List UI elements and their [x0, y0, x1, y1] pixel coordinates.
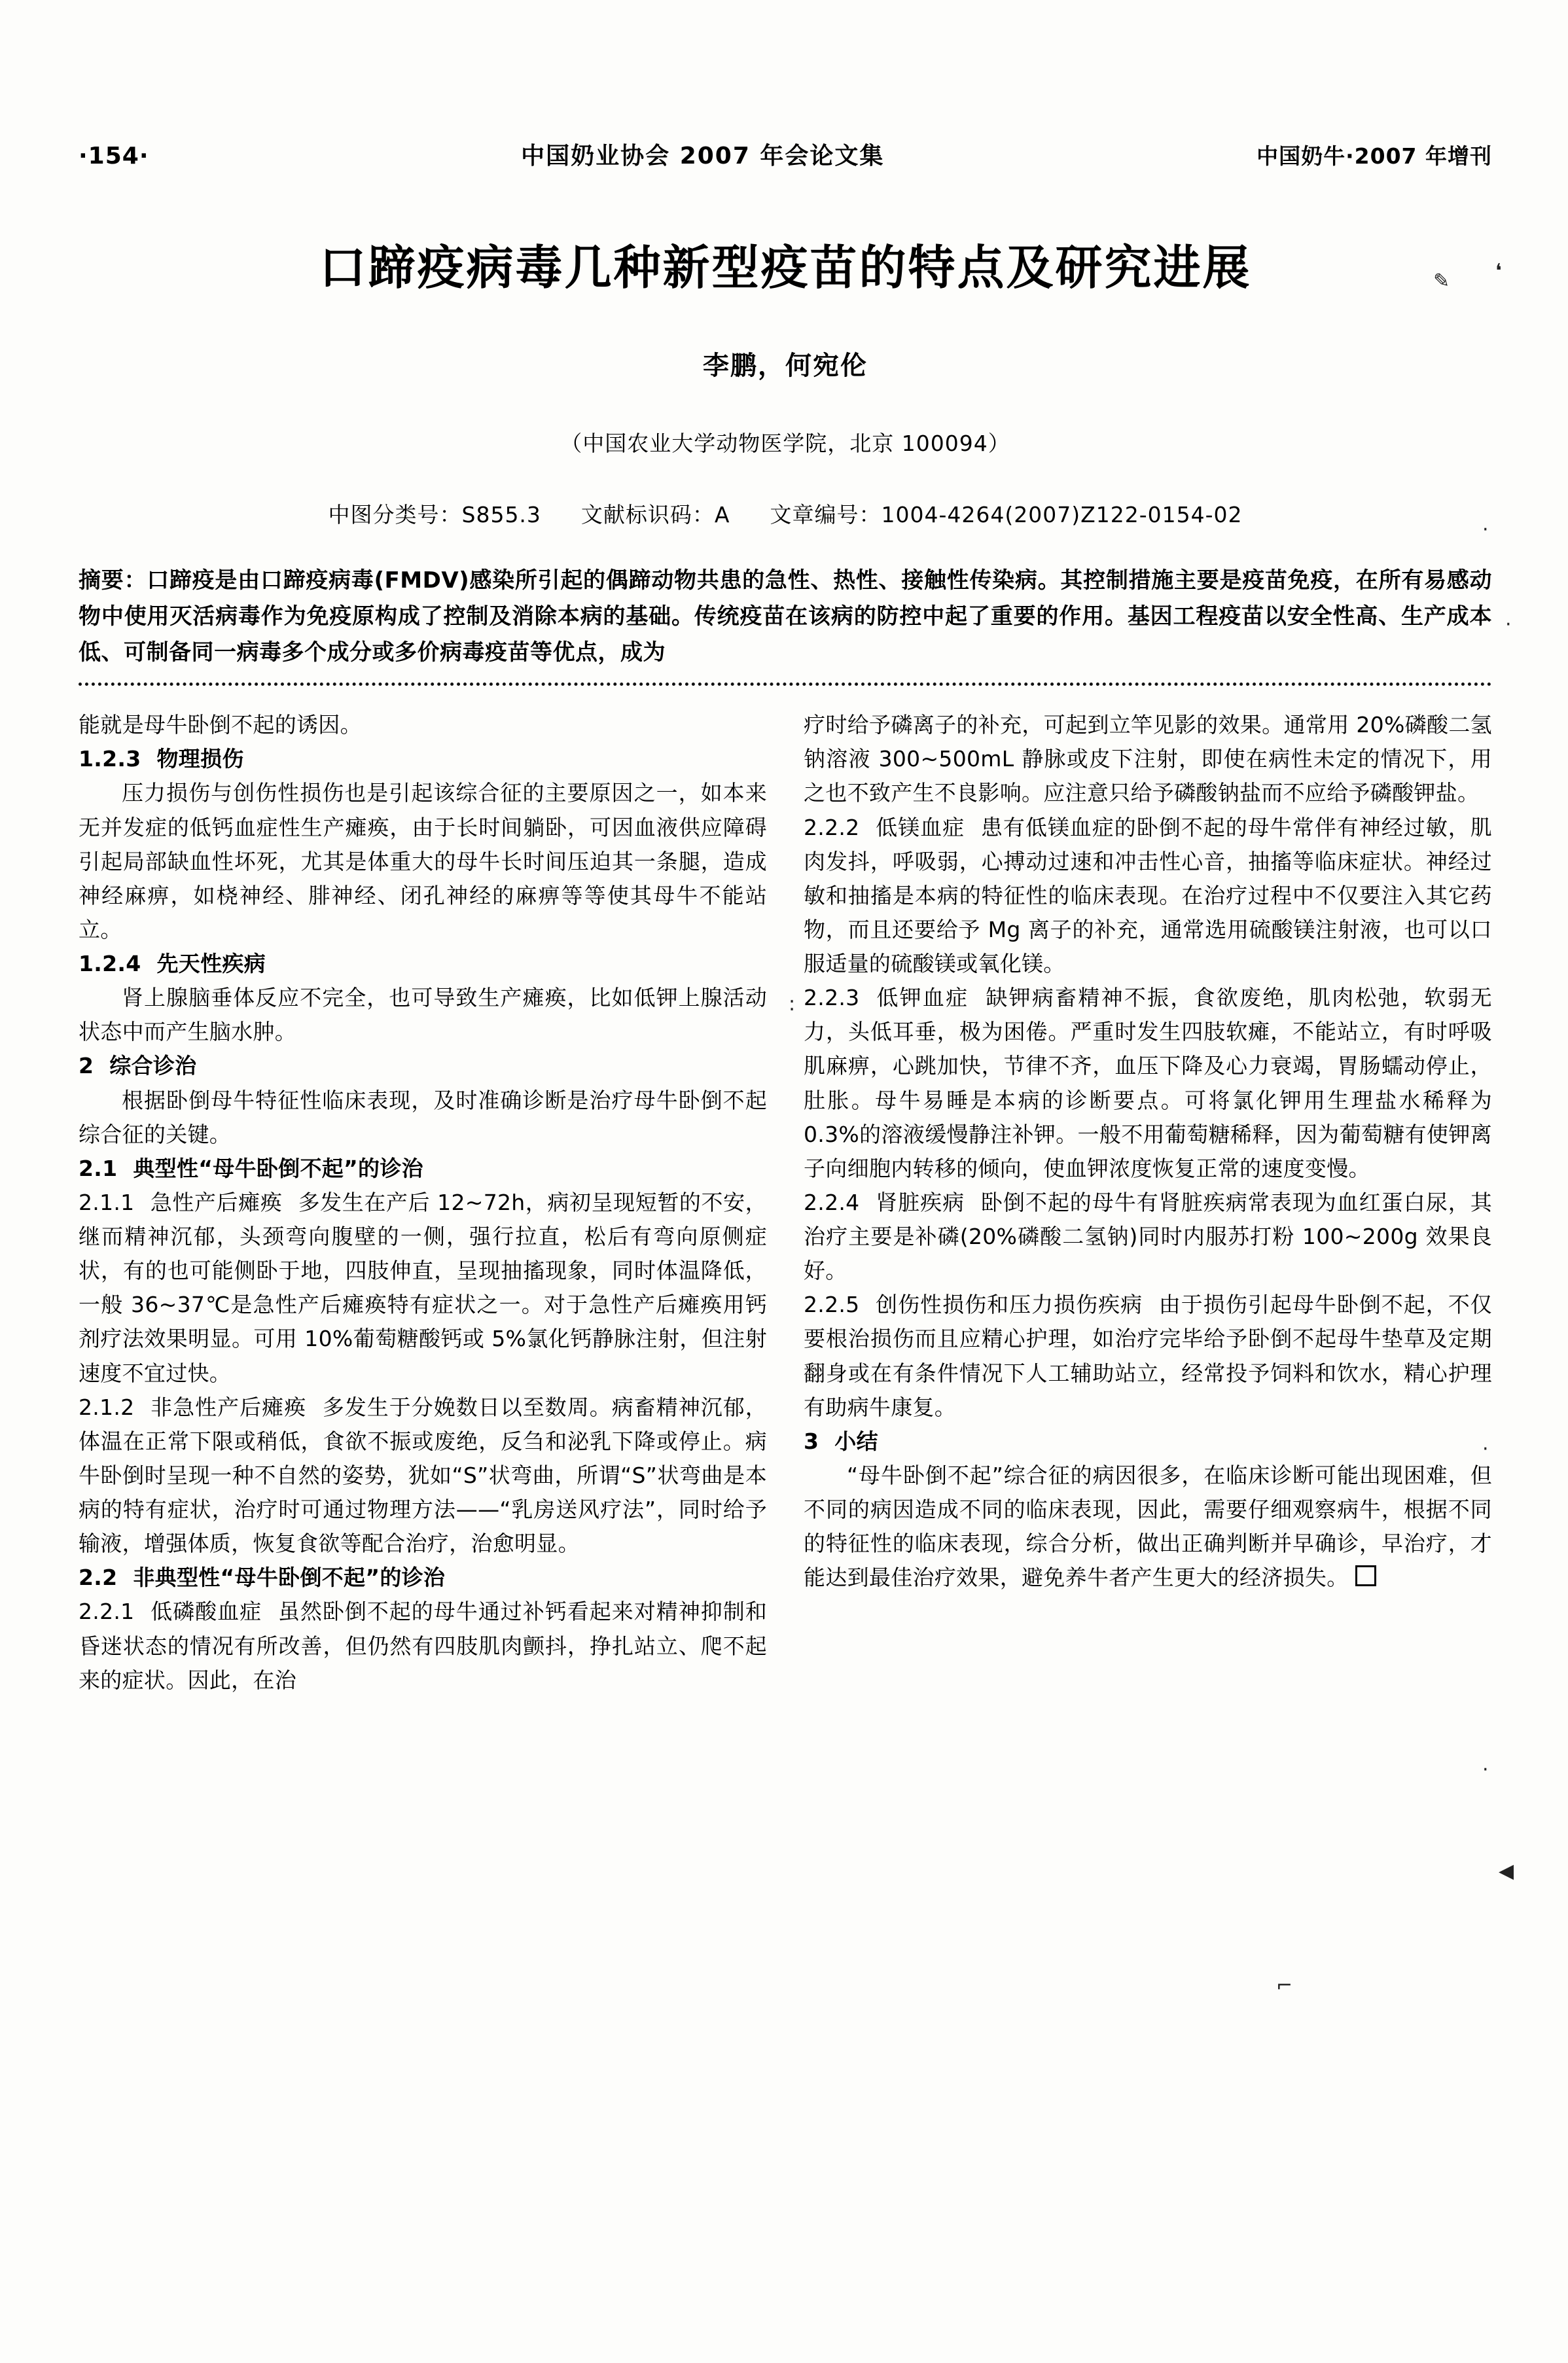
section-heading-2-2	[79, 1561, 767, 1595]
stray-mark: ·	[1482, 1758, 1489, 1781]
heading-number: 2.2	[79, 1565, 118, 1591]
heading-number: 2.2.5	[804, 1292, 860, 1318]
heading-text: 综合诊治	[109, 1053, 197, 1079]
stray-mark: ✎	[1433, 270, 1450, 293]
heading-text: 肾脏疾病	[875, 1189, 965, 1215]
article-number: 文章编号：1004-4264(2007)Z122-0154-02	[770, 502, 1243, 527]
heading-number: 2.1	[79, 1155, 118, 1181]
dotted-divider	[79, 683, 1492, 686]
section-heading-2-1	[79, 1152, 767, 1186]
section-2-2-4	[804, 1186, 1492, 1288]
heading-text: 低钾血症	[875, 985, 969, 1011]
running-head	[79, 137, 1492, 171]
stray-mark: ◀	[1499, 1860, 1514, 1883]
abstract-text: 口蹄疫是由口蹄疫病毒(FMDV)感染所引起的偶蹄动物共患的急性、热性、接触性传染病。其控制措施主要是疫苗免疫，在所有易感动物中使用灭活病毒作为免疫原构成了控制及消除本病的基础。传统疫苗在该病的防控中起了重要的作用。基因工程疫苗以安全性高、生产成本低、可制备同一病毒多个成分或多价病毒疫苗等优点，成为	[79, 567, 1493, 666]
paragraph: 肾上腺脑垂体反应不完全，也可导致生产瘫痪，比如低钾上腺活动状态中而产生脑水肿。	[79, 985, 767, 1045]
heading-number: 1.2.4	[79, 951, 141, 977]
body-columns	[79, 708, 1492, 1697]
heading-text: 物理损伤	[156, 746, 244, 772]
page-number: ·154·	[79, 143, 149, 169]
section-2-2-5	[804, 1288, 1492, 1425]
article-title: 口蹄疫病毒几种新型疫苗的特点及研究进展	[319, 240, 1252, 295]
paragraph-text: “母牛卧倒不起”综合征的病因很多，在临床诊断可能出现困难，但不同的病因造成不同的临床表现，因此，需要仔细观察病牛，根据不同的特征性的临床表现，综合分析，做出正确判断并早确诊，早治疗，才能达到最佳治疗效果，避免养牛者产生更大的经济损失。	[804, 1462, 1492, 1591]
heading-text: 低镁血症	[875, 814, 965, 840]
cls-number: 中图分类号：S855.3	[328, 502, 541, 527]
stray-mark: ⌐	[1276, 1974, 1293, 1997]
paragraph: 多发生在产后 12~72h，病初呈现短暂的不安，继而精神沉郁，头颈弯向腹壁的一侧，强行拉直，松后有弯向原侧症状，有的也可能侧卧于地，四肢伸直，呈现抽搐现象，同时体温降低，一般 36~37℃是急性产后瘫痪特有症状之一。对于急性产后瘫痪用钙剂疗法效果明显。可用 10%葡萄糖酸钙或 5%氯化钙静脉注射，但注射速度不宜过快。	[79, 1189, 767, 1386]
classification-line	[79, 498, 1492, 529]
heading-number: 1.2.3	[79, 746, 141, 772]
stray-mark: ·	[1482, 1438, 1489, 1461]
heading-text: 急性产后瘫痪	[150, 1189, 283, 1215]
section-2-1-1	[79, 1186, 767, 1391]
section-heading-2	[79, 1049, 767, 1083]
stray-mark: ❛	[1495, 260, 1502, 283]
section-2-2-3	[804, 981, 1492, 1186]
abstract	[79, 563, 1492, 671]
paragraph	[804, 1459, 1492, 1595]
stray-mark: ·	[1482, 518, 1489, 541]
author-affiliation: （中国农业大学动物医学院，北京 100094）	[560, 431, 1010, 456]
heading-text: 非急性产后瘫痪	[150, 1394, 307, 1420]
section-2-2-1	[79, 1595, 767, 1697]
heading-text: 典型性“母牛卧倒不起”的诊治	[133, 1155, 423, 1181]
heading-number: 2.1.1	[79, 1189, 135, 1215]
paragraph: 由于损伤引起母牛卧倒不起，不仅要根治损伤而且应精心护理，如治疗完毕给予卧倒不起母牛垫草及定期翻身或在有条件情况下人工辅助站立，经常投予饲料和饮水，精心护理有助病牛康复。	[804, 1292, 1492, 1420]
journal-issue: 中国奶牛·2007 年增刊	[1256, 143, 1492, 169]
heading-text: 非典型性“母牛卧倒不起”的诊治	[133, 1565, 446, 1591]
left-column	[79, 708, 767, 1697]
section-heading-3	[804, 1425, 1492, 1459]
heading-text: 小结	[834, 1428, 878, 1454]
paragraph: 患有低镁血症的卧倒不起的母牛常伴有神经过敏，肌肉发抖，呼吸弱，心搏动过速和冲击性心音，抽搐等临床症状。神经过敏和抽搐是本病的特征性的临床表现。在治疗过程中不仅要注入其它药物，而且还要给予 Mg 离子的补充，通常选用硫酸镁注射液，也可以口服适量的硫酸镁或氧化镁。	[804, 814, 1492, 977]
heading-number: 2.2.1	[79, 1599, 135, 1625]
stray-mark: ·	[1505, 613, 1512, 636]
abstract-label: 摘要：	[79, 567, 147, 594]
heading-number: 3	[804, 1428, 819, 1454]
heading-text: 先天性疾病	[156, 951, 266, 977]
heading-text: 创伤性损伤和压力损伤疾病	[875, 1292, 1143, 1318]
paragraph: 压力损伤与创伤性损伤也是引起该综合征的主要原因之一，如本来无并发症的低钙血症性生产瘫痪，由于长时间躺卧，可因血液供应障碍引起局部缺血性坏死，尤其是体重大的母牛长时间压迫其一条腿，造成神经麻痹，如桡神经、腓神经、闭孔神经的麻痹等等使其母牛不能站立。	[79, 780, 767, 942]
paragraph: 多发生于分娩数日以至数周。病畜精神沉郁，体温在正常下限或稍低，食欲不振或废绝，反刍和泌乳下降或停止。病牛卧倒时呈现一种不自然的姿势，犹如“S”状弯曲，所谓“S”状弯曲是本病的特有症状，治疗时可通过物理方法——“乳房送风疗法”，同时给予输液，增强体质，恢复食欲等配合治疗，治愈明显。	[79, 1394, 767, 1557]
stray-mark: :	[789, 993, 796, 1016]
end-mark-icon	[1355, 1565, 1376, 1586]
page-content	[79, 137, 1492, 1697]
paragraph: 虽然卧倒不起的母牛通过补钙看起来对精神抑制和昏迷状态的情况有所改善，但仍然有四肢肌肉颤抖，挣扎站立、爬不起来的症状。因此，在治	[79, 1599, 768, 1693]
heading-number: 2.2.4	[804, 1189, 860, 1215]
paragraph: 根据卧倒母牛特征性临床表现，及时准确诊断是治疗母牛卧倒不起综合征的关键。	[79, 1087, 767, 1147]
paragraph: 卧倒不起的母牛有肾脏疾病常表现为血红蛋白尿，其治疗主要是补磷(20%磷酸二氢钠)同时内服苏打粉 100~200g 效果良好。	[804, 1189, 1492, 1284]
section-2-1-2	[79, 1391, 767, 1561]
heading-number: 2	[79, 1053, 94, 1079]
paragraph: 缺钾病畜精神不振，食欲废绝，肌肉松弛，软弱无力，头低耳垂，极为困倦。严重时发生四肢软瘫，不能站立，有时呼吸肌麻痹，心跳加快，节律不齐，血压下降及心力衰竭，胃肠蠕动停止，肚胀。母牛易睡是本病的诊断要点。可将氯化钾用生理盐水稀释为 0.3%的溶液缓慢静注补钾。一般不用葡萄糖稀释，因为葡萄糖有使钾离子向细胞内转移的倾向，使血钾浓度恢复正常的速度变慢。	[804, 985, 1492, 1181]
right-column	[804, 708, 1492, 1697]
document-code: 文献标识码：A	[580, 502, 730, 527]
section-heading-1-2-4	[79, 947, 767, 981]
article-authors: 李鹏，何宛伦	[703, 351, 868, 381]
section-heading-1-2-3	[79, 742, 767, 776]
heading-text: 低磷酸血症	[150, 1599, 262, 1625]
heading-number: 2.2.3	[804, 985, 860, 1011]
proceedings-title: 中国奶业协会 2007 年会论文集	[521, 143, 885, 169]
heading-number: 2.1.2	[79, 1394, 135, 1420]
paragraph: 疗时给予磷离子的补充，可起到立竿见影的效果。通常用 20%磷酸二氢钠溶液 300~500mL 静脉或皮下注射，即使在病性未定的情况下，用之也不致产生不良影响。应注意只给予磷酸钠盐而不应给予磷酸钾盐。	[804, 712, 1492, 806]
heading-number: 2.2.2	[804, 814, 860, 840]
section-2-2-2	[804, 811, 1492, 982]
paragraph: 能就是母牛卧倒不起的诱因。	[79, 712, 362, 738]
